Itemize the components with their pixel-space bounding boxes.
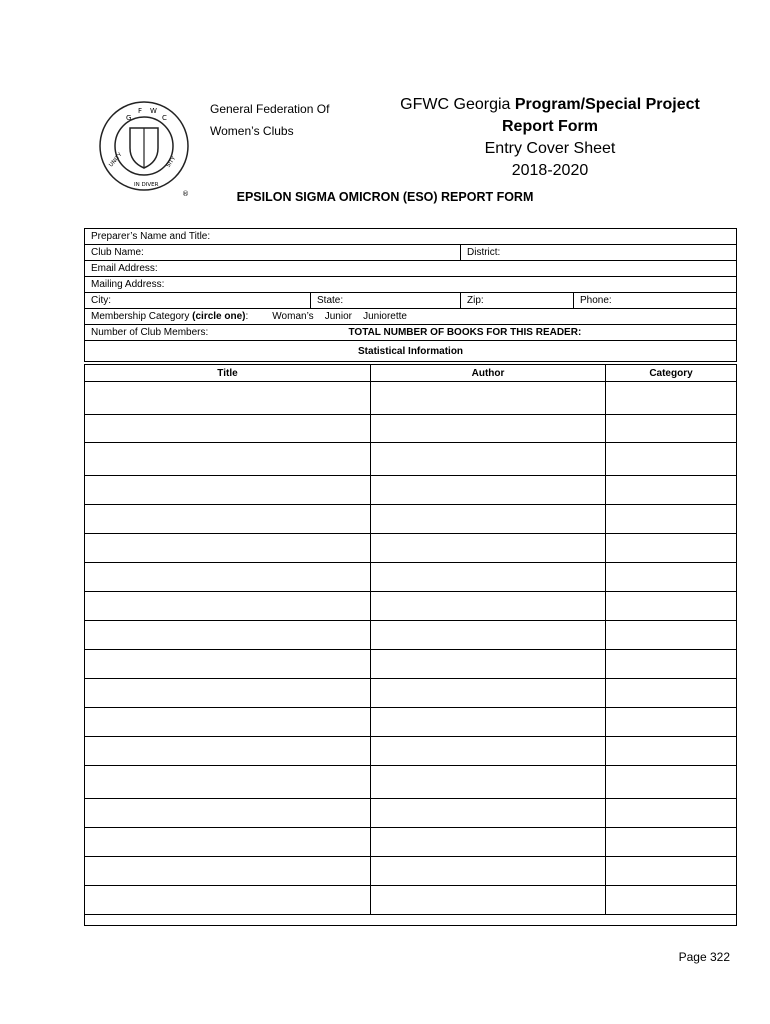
- author-cell[interactable]: [371, 534, 606, 563]
- category-cell[interactable]: [606, 766, 737, 799]
- title-cell[interactable]: [85, 766, 371, 799]
- membership-label: Membership Category: [91, 311, 193, 322]
- table-row: [85, 828, 737, 857]
- title-cell[interactable]: [85, 708, 371, 737]
- title-cell[interactable]: [85, 828, 371, 857]
- category-cell[interactable]: [606, 443, 737, 476]
- statistical-information-header: Statistical Information: [85, 341, 737, 362]
- author-cell[interactable]: [371, 766, 606, 799]
- heading-line-1-plain: GFWC Georgia: [400, 96, 515, 113]
- table-row: [85, 857, 737, 886]
- svg-text:G: G: [126, 114, 132, 122]
- column-header-author: Author: [371, 365, 606, 382]
- svg-text:F: F: [138, 107, 143, 115]
- title-cell[interactable]: [85, 621, 371, 650]
- table-row: [85, 766, 737, 799]
- author-cell[interactable]: [371, 708, 606, 737]
- table-row: [85, 443, 737, 476]
- title-cell[interactable]: [85, 382, 371, 415]
- heading-line-2: Report Form: [502, 118, 598, 135]
- author-cell[interactable]: [371, 799, 606, 828]
- table-row: [85, 621, 737, 650]
- title-cell[interactable]: [85, 650, 371, 679]
- table-row: [85, 592, 737, 621]
- table-row: [85, 476, 737, 505]
- registered-mark: ®: [182, 190, 189, 198]
- email-field[interactable]: Email Address:: [85, 261, 737, 277]
- author-cell[interactable]: [371, 505, 606, 534]
- author-cell[interactable]: [371, 592, 606, 621]
- category-cell[interactable]: [606, 382, 737, 415]
- org-line-2: Women’s Clubs: [210, 124, 294, 138]
- title-cell[interactable]: [85, 505, 371, 534]
- city-field[interactable]: City:: [85, 293, 311, 309]
- category-cell[interactable]: [606, 857, 737, 886]
- category-cell[interactable]: [606, 650, 737, 679]
- column-header-category: Category: [606, 365, 737, 382]
- svg-text:SITY: SITY: [165, 155, 178, 169]
- svg-text:UNITY: UNITY: [108, 151, 124, 169]
- table-row: [85, 415, 737, 443]
- author-cell[interactable]: [371, 563, 606, 592]
- column-header-title: Title: [85, 365, 371, 382]
- category-cell[interactable]: [606, 415, 737, 443]
- category-cell[interactable]: [606, 592, 737, 621]
- membership-circle-one: (circle one): [192, 311, 246, 322]
- table-row: [85, 382, 737, 415]
- table-row: [85, 534, 737, 563]
- phone-field[interactable]: Phone:: [574, 293, 737, 309]
- category-cell[interactable]: [606, 799, 737, 828]
- page-number: Page 322: [678, 950, 730, 964]
- state-field[interactable]: State:: [311, 293, 461, 309]
- title-cell[interactable]: [85, 415, 371, 443]
- gfwc-logo: [98, 100, 194, 200]
- heading-line-1-bold: Program/Special Project: [514, 96, 700, 113]
- report-heading: [380, 94, 720, 182]
- zip-field[interactable]: Zip:: [461, 293, 574, 309]
- author-cell[interactable]: [371, 650, 606, 679]
- form-title: EPSILON SIGMA OMICRON (ESO) REPORT FORM: [236, 190, 534, 204]
- category-cell[interactable]: [606, 828, 737, 857]
- author-cell[interactable]: [371, 737, 606, 766]
- category-cell[interactable]: [606, 534, 737, 563]
- author-cell[interactable]: [371, 443, 606, 476]
- title-cell[interactable]: [85, 534, 371, 563]
- category-cell[interactable]: [606, 476, 737, 505]
- svg-text:C: C: [162, 114, 167, 122]
- organization-name: [210, 98, 329, 142]
- title-cell[interactable]: [85, 563, 371, 592]
- table-row: [85, 563, 737, 592]
- membership-category-row[interactable]: Membership Category (circle one): Woman’s Junior Juniorette: [85, 309, 737, 325]
- table-row: [85, 679, 737, 708]
- title-cell[interactable]: [85, 592, 371, 621]
- title-cell[interactable]: [85, 857, 371, 886]
- table-row: [85, 799, 737, 828]
- district-field[interactable]: District:: [461, 245, 737, 261]
- author-cell[interactable]: [371, 828, 606, 857]
- author-cell[interactable]: [371, 476, 606, 505]
- club-members-field[interactable]: Number of Club Members:: [85, 325, 311, 341]
- title-cell[interactable]: [85, 799, 371, 828]
- category-cell[interactable]: [606, 563, 737, 592]
- category-cell[interactable]: [606, 505, 737, 534]
- author-cell[interactable]: [371, 679, 606, 708]
- category-cell[interactable]: [606, 679, 737, 708]
- title-cell[interactable]: [85, 737, 371, 766]
- total-books-field[interactable]: TOTAL NUMBER OF BOOKS FOR THIS READER:: [311, 325, 737, 341]
- table-row: [85, 708, 737, 737]
- title-cell[interactable]: [85, 443, 371, 476]
- svg-text:W: W: [150, 107, 157, 115]
- org-line-1: General Federation Of: [210, 102, 330, 116]
- books-table: [84, 364, 737, 915]
- heading-line-3: Entry Cover Sheet: [484, 140, 616, 157]
- club-name-field[interactable]: Club Name:: [85, 245, 461, 261]
- author-cell[interactable]: [371, 621, 606, 650]
- heading-line-4: 2018-2020: [511, 162, 589, 179]
- table-row: [85, 650, 737, 679]
- table-row: [85, 505, 737, 534]
- preparer-name-field[interactable]: Preparer’s Name and Title:: [85, 229, 737, 245]
- title-cell[interactable]: [85, 679, 371, 708]
- author-cell[interactable]: [371, 415, 606, 443]
- table-row: [85, 737, 737, 766]
- category-cell[interactable]: [606, 737, 737, 766]
- category-cell[interactable]: [606, 708, 737, 737]
- author-cell[interactable]: [371, 382, 606, 415]
- category-cell[interactable]: [606, 621, 737, 650]
- title-cell[interactable]: [85, 476, 371, 505]
- membership-options: Woman’s Junior Juniorette: [272, 311, 407, 322]
- author-cell[interactable]: [371, 857, 606, 886]
- notes-box[interactable]: [84, 892, 737, 926]
- preparer-info-table: [84, 228, 737, 362]
- svg-text:IN DIVER: IN DIVER: [134, 182, 159, 188]
- mailing-address-field[interactable]: Mailing Address:: [85, 277, 737, 293]
